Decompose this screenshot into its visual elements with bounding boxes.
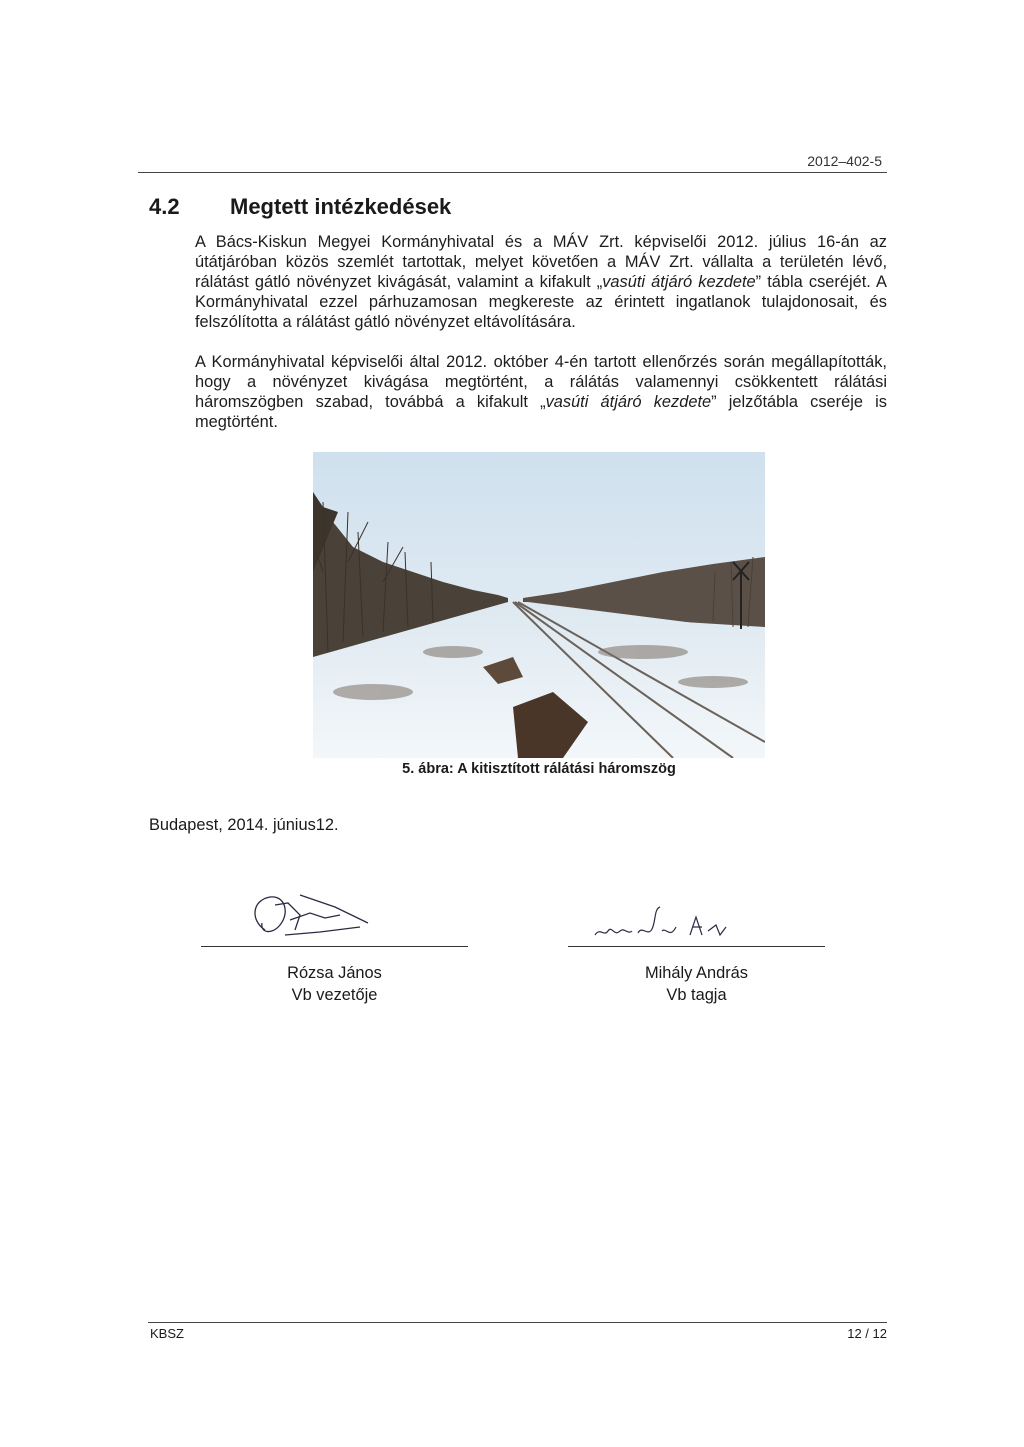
snowy-railway-image: [313, 452, 765, 758]
footer-rule: [148, 1322, 887, 1323]
header-rule: [138, 172, 887, 173]
paragraph-2-italic: vasúti átjáró kezdete: [545, 393, 712, 411]
signatory-role: Vb tagja: [666, 986, 727, 1004]
signatory-right: [568, 962, 825, 1006]
place-and-date: Budapest, 2014. június12.: [149, 816, 339, 834]
footer-org: KBSZ: [150, 1326, 184, 1341]
document-id: 2012–402-5: [807, 153, 882, 169]
paragraph-1-italic: vasúti átjáró kezdete: [602, 273, 756, 291]
paragraph-1-text-b: ” tábla cseréjét. A Kormányhivatal ezzel párhuzamosan megkereste az érintett ingatlanok tulajdonosait, és felszólította a rálátást gátló növényzet eltávolítására.: [195, 273, 887, 331]
railway-crossing-photo: [313, 452, 765, 758]
paragraph-1: [195, 232, 887, 332]
page-number: 12 / 12: [847, 1326, 887, 1341]
signatory-name: Mihály András: [645, 964, 748, 982]
signatory-role: Vb vezetője: [291, 986, 378, 1004]
signature-left: [240, 885, 380, 950]
signature-right: [590, 905, 740, 947]
paragraph-2-text-a: A Kormányhivatal képviselői által 2012. október 4-én tartott ellenőrzés során megállapították, hogy a növényzet kivágása megtörtént, a rálátás valamennyi csökkentett rálátási háromszögben szabad, továbbá a kifakult „: [195, 353, 887, 411]
section-number: 4.2: [149, 194, 180, 219]
paragraph-2: [195, 352, 887, 432]
signatory-left: [201, 962, 468, 1006]
section-title: Megtett intézkedések: [230, 194, 452, 219]
figure-caption: 5. ábra: A kitisztított rálátási háromszög: [402, 761, 676, 777]
paragraph-1-text-a: A Bács-Kiskun Megyei Kormányhivatal és a MÁV Zrt. képviselői 2012. július 16-án az útátjáróban közös szemlét tartottak, melyet követően a MÁV Zrt. vállalta a területén lévő, rálátást gátló növényzet kivágását, valamint a kifakult „: [195, 233, 887, 291]
signature-line-right: [568, 946, 825, 947]
signatory-name: Rózsa János: [287, 964, 382, 982]
paragraph-2-text-b: ” jelzőtábla cseréje is megtörtént.: [195, 393, 887, 431]
signature-line-left: [201, 946, 468, 947]
